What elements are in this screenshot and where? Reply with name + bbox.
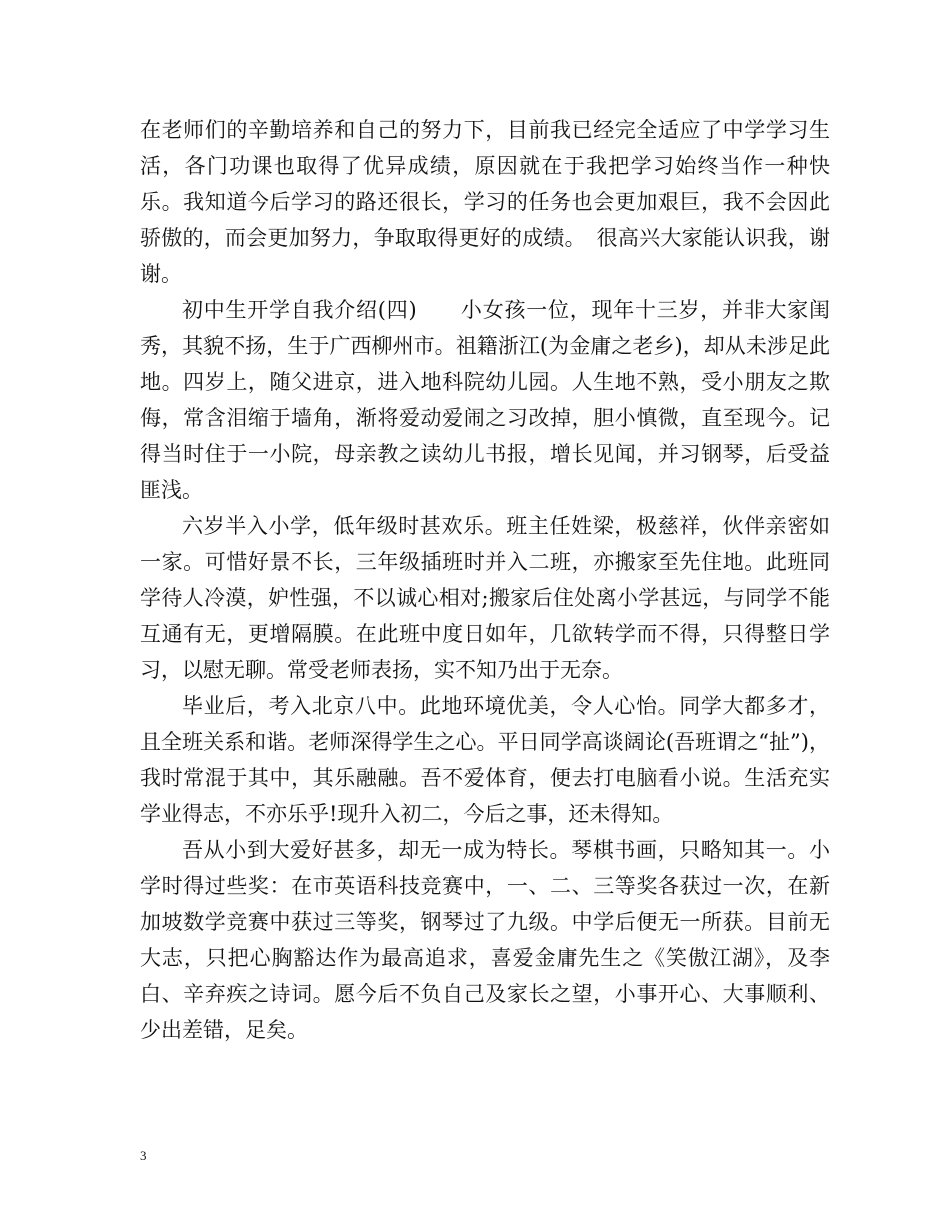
- paragraph-2: 初中生开学自我介绍(四) 小女孩一位，现年十三岁，并非大家闺秀，其貌不扬，生于广西柳州市。祖籍浙江(为金庸之老乡)，却从未涉足此地。四岁上，随父进京，进入地科院幼儿园。人生地不熟，受小朋友之欺侮，常含泪缩于墙角，渐将爱动爱闹之习改掉，胆小慎微，直至现今。记得当时住于一小院，母亲教之读幼儿书报，增长见闻，并习钢琴，后受益匪浅。: [140, 298, 830, 502]
- paragraph-1: 在老师们的辛勤培养和自己的努力下，目前我已经完全适应了中学学习生活，各门功课也取得了优异成绩，原因就在于我把学习始终当作一种快乐。我知道今后学习的路还很长，学习的任务也会更加艰巨，我不会因此骄傲的，而会更加努力，争取取得更好的成绩。 很高兴大家能认识我，谢谢。: [140, 118, 830, 286]
- paragraph-5: 吾从小到大爱好甚多，却无一成为特长。琴棋书画，只略知其一。小学时得过些奖：在市英语科技竞赛中，一、二、三等奖各获过一次，在新加坡数学竞赛中获过三等奖，钢琴过了九级。中学后便无一所获。目前无大志，只把心胸豁达作为最高追求，喜爱金庸先生之《笑傲江湖》，及李白、辛弃疾之诗词。愿今后不负自己及家长之望，小事开心、大事顺利、少出差错，足矣。: [140, 838, 830, 1042]
- page-number: 3: [140, 1148, 147, 1163]
- paragraph-3: 六岁半入小学，低年级时甚欢乐。班主任姓梁，极慈祥，伙伴亲密如一家。可惜好景不长，三年级插班时并入二班，亦搬家至先住地。此班同学待人冷漠，妒性强，不以诚心相对;搬家后住处离小学甚远，与同学不能互通有无，更增隔膜。在此班中度日如年，几欲转学而不得，只得整日学习，以慰无聊。常受老师表扬，实不知乃出于无奈。: [140, 514, 830, 682]
- document-body: [140, 112, 830, 1048]
- paragraph-4: 毕业后，考入北京八中。此地环境优美，令人心怡。同学大都多才，且全班关系和谐。老师深得学生之心。平日同学高谈阔论(吾班谓之“扯”)，我时常混于其中，其乐融融。吾不爱体育，便去打电脑看小说。生活充实学业得志，不亦乐乎!现升入初二，今后之事，还未得知。: [140, 694, 830, 826]
